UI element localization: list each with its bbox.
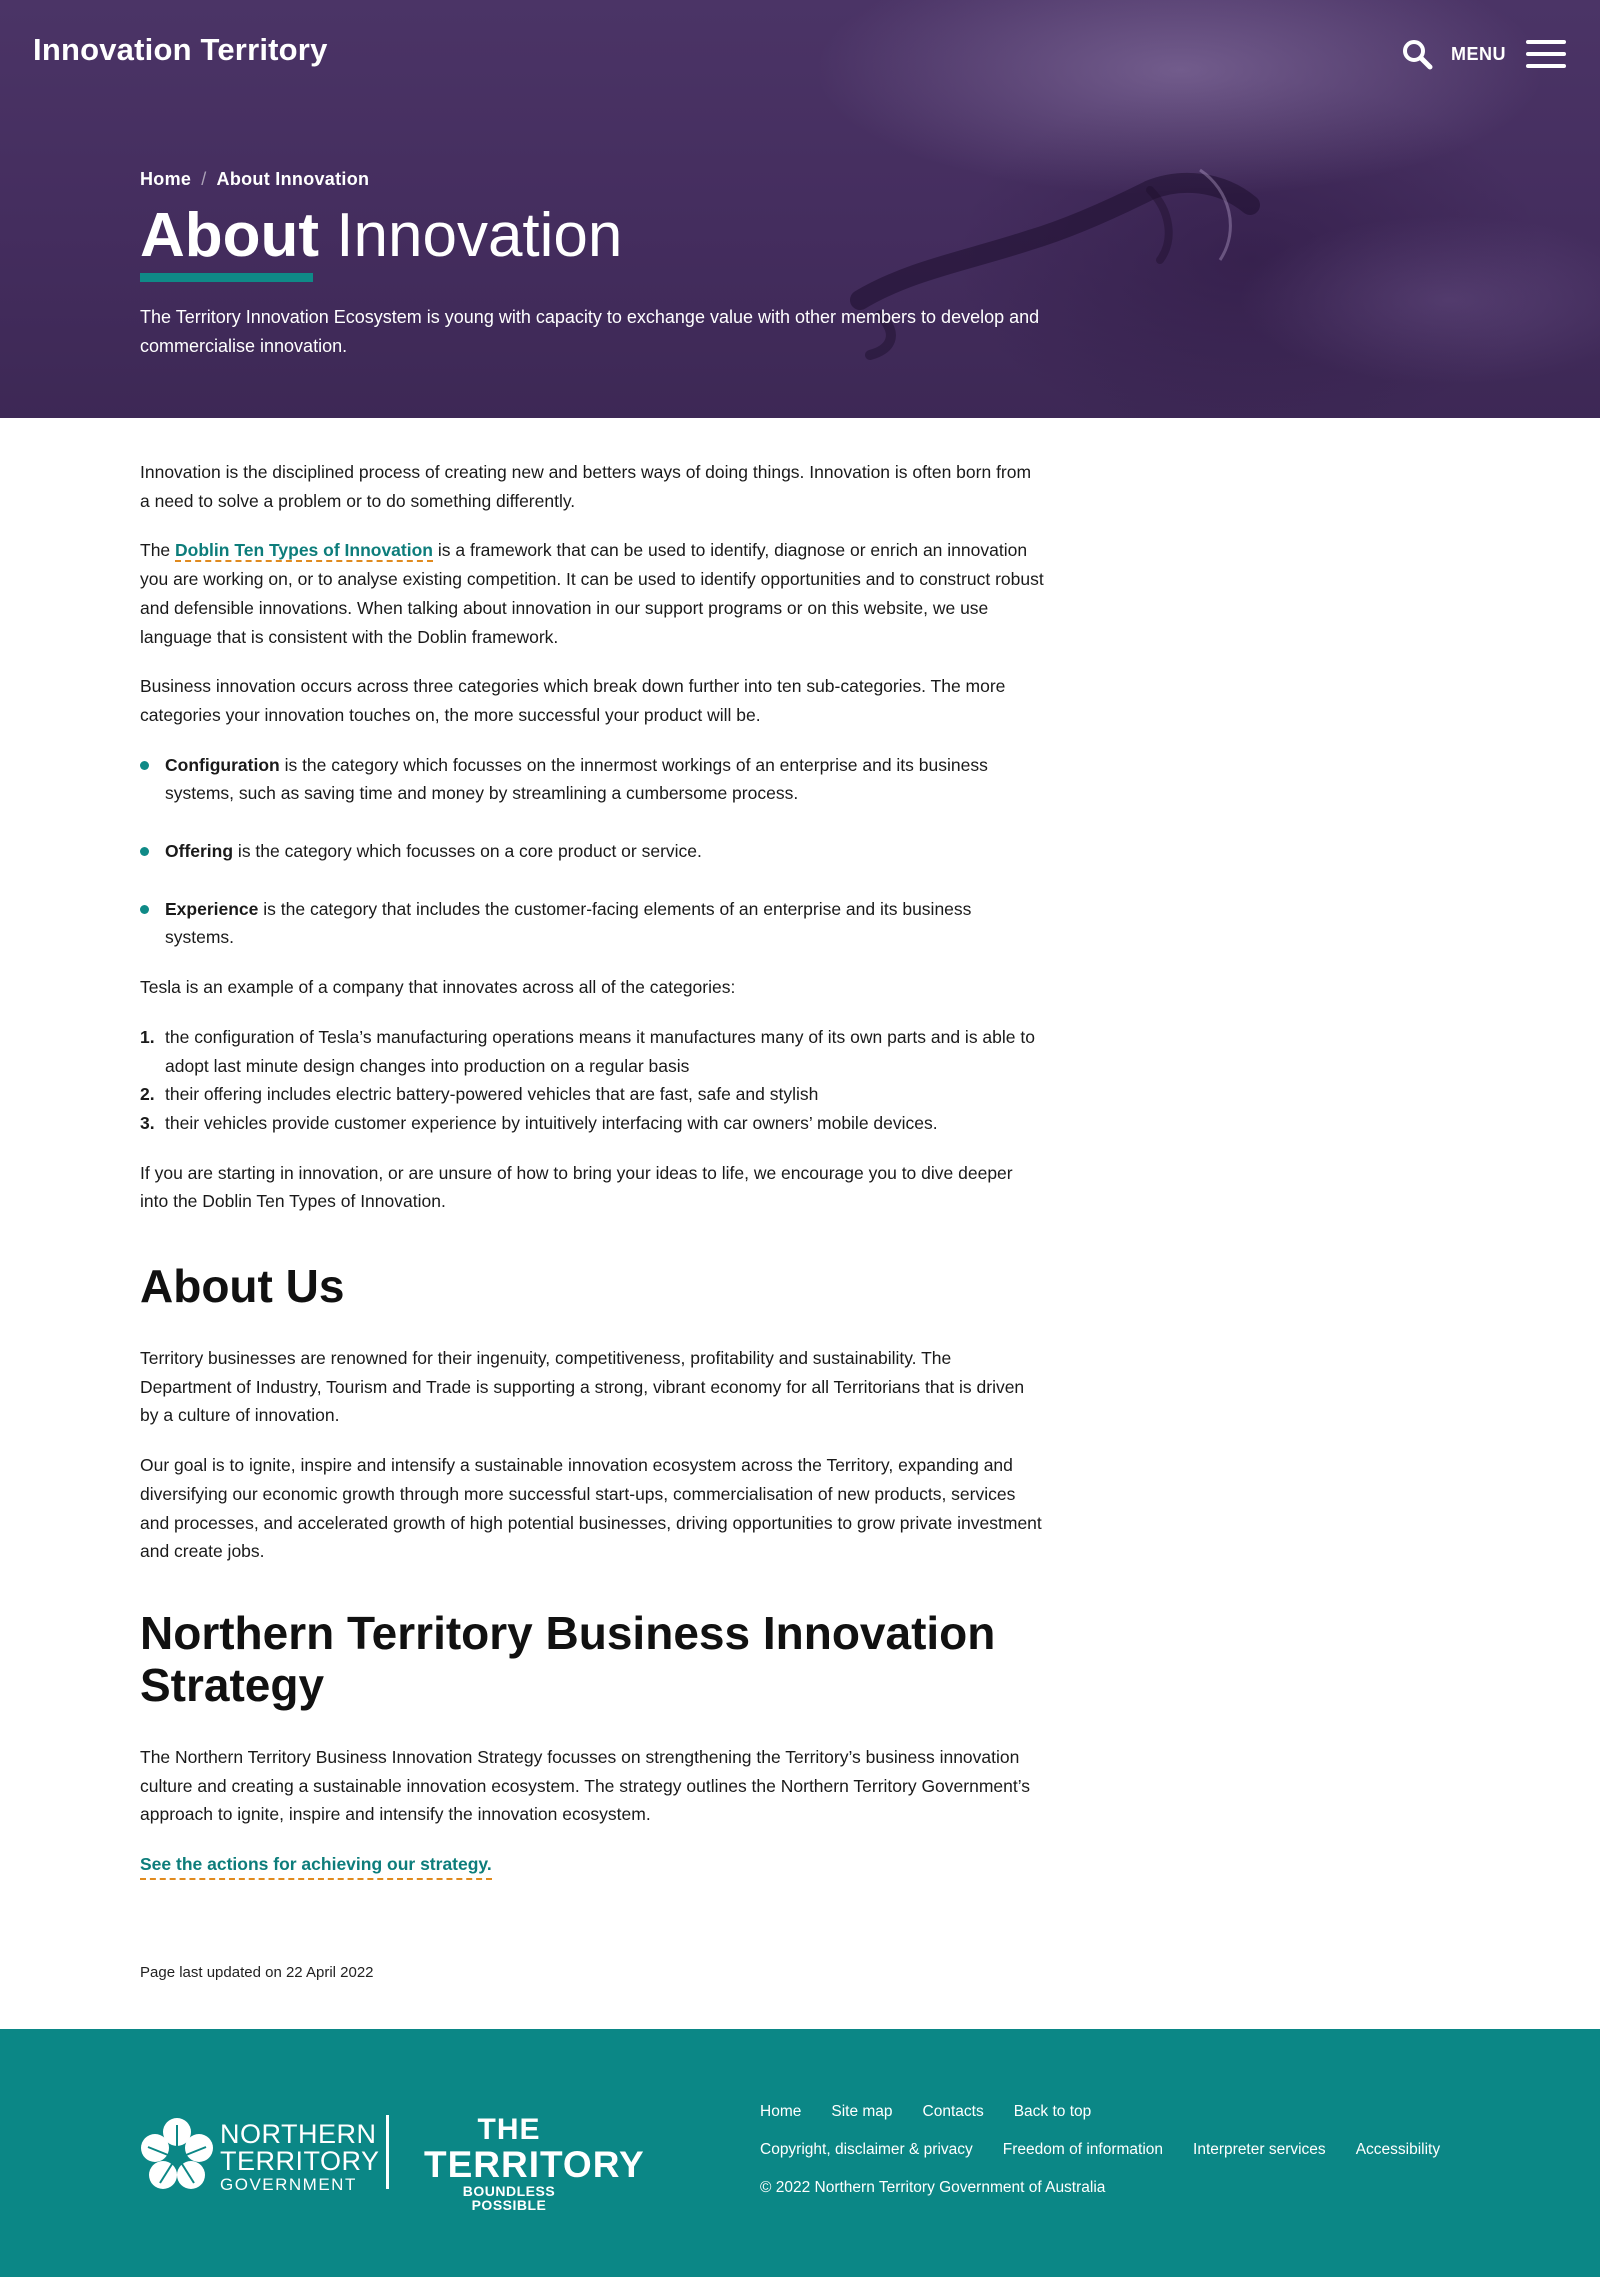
strategy-heading: Northern Territory Business Innovation Strategy (140, 1606, 996, 1711)
bullet-dot-icon (140, 847, 149, 856)
list-item (140, 1109, 1045, 1138)
footer-link-accessibility[interactable]: Accessibility (1355, 2141, 1441, 2158)
site-brand-link[interactable]: Innovation Territory (33, 32, 328, 67)
paragraph-tesla-intro: Tesla is an example of a company that innovates across all of the categories: (140, 977, 736, 998)
nt-logo-line1: NORTHERN (220, 2119, 377, 2149)
category-term: Experience (165, 898, 259, 919)
paragraph-doblin-suffix: is a framework that can be used to identify, diagnose or enrich an innovation you are working on, or to analyse existing competition. It can be used to identify opportunities and to construct robust and defensible innovations. When talking about innovation in our support programs or on this website, we use language that is consistent with the Doblin framework. (140, 540, 1044, 647)
list-text: their offering includes electric battery-powered vehicles that are fast, safe and stylish (165, 1084, 819, 1105)
footer-links-row-1 (760, 2100, 1440, 2123)
footer-link-copyright[interactable]: Copyright, disclaimer & privacy (760, 2141, 973, 2158)
nt-logo-text (220, 2121, 380, 2193)
footer-link-contacts[interactable]: Contacts (922, 2103, 984, 2120)
page-title-bold: About (140, 201, 320, 270)
territory-logo-line1: THE (477, 2113, 541, 2146)
page-title (140, 200, 622, 272)
paragraph-strategy: The Northern Territory Business Innovation Strategy focusses on strengthening the Territory’s business innovation culture and creating a sustainable innovation ecosystem. The strategy outlines the Northern Territory Government’s approach to ignite, inspire and intensify the innovation ecosystem. (140, 1746, 1031, 1825)
the-territory-logo[interactable] (424, 2113, 645, 2213)
footer-link-home[interactable]: Home (760, 2103, 802, 2120)
search-icon[interactable] (1401, 38, 1433, 70)
category-text: is the category which focusses on a core product or service. (233, 841, 702, 862)
page-last-updated: Page last updated on 22 April 2022 (140, 1964, 374, 1981)
footer-link-back-to-top[interactable]: Back to top (1013, 2103, 1092, 2120)
menu-label[interactable]: MENU (1451, 43, 1506, 64)
list-item (140, 1023, 1045, 1080)
doblin-link[interactable]: Doblin Ten Types of Innovation (175, 540, 433, 561)
list-number: 2. (140, 1084, 155, 1105)
nt-logo-line2: TERRITORY (220, 2146, 380, 2176)
paragraph-about-1: Territory businesses are renowned for their ingenuity, competitiveness, profitability and sustainability. The Department of Industry, Tourism and Trade is supporting a strong, vibrant economy for all Territorians that is driven by a culture of innovation. (140, 1348, 1025, 1426)
list-number: 3. (140, 1112, 155, 1133)
category-term: Offering (165, 841, 234, 862)
nt-government-logo[interactable] (140, 2115, 380, 2195)
nt-flower-logo-icon (140, 2117, 214, 2193)
footer-link-interpreter[interactable]: Interpreter services (1193, 2141, 1326, 2158)
category-list (140, 751, 1045, 953)
main-content (140, 458, 1045, 1880)
hero-banner (0, 0, 1600, 418)
hero-intro: The Territory Innovation Ecosystem is young with capacity to exchange value with other members to develop and commercialise innovation. (140, 307, 1040, 356)
strategy-actions-link[interactable]: See the actions for achieving our strategy. (140, 1850, 492, 1880)
hamburger-menu-icon[interactable] (1526, 40, 1566, 68)
paragraph-doblin-prefix: The (140, 540, 176, 561)
breadcrumb-current: About Innovation (216, 169, 370, 189)
list-item (140, 1080, 1045, 1109)
paragraph-about-2: Our goal is to ignite, inspire and intensify a sustainable innovation ecosystem across the Territory, expanding and diversifying our economic growth through more successful start-ups, commercialisation of new products, services and processes, and accelerated growth of high potential businesses, driving opportunities to grow private investment and create jobs. (140, 1455, 1042, 1562)
footer-link-sitemap[interactable]: Site map (831, 2103, 893, 2120)
list-item (140, 837, 1045, 866)
breadcrumb (140, 169, 369, 190)
breadcrumb-separator: / (201, 169, 207, 189)
header-tools (1401, 38, 1566, 70)
nt-logo-line3: GOVERNMENT (220, 2175, 357, 2194)
category-text: is the category which focusses on the innermost workings of an enterprise and its business systems, such as saving time and money by streamlining a cumbersome process. (165, 754, 988, 804)
paragraph-doblin (140, 536, 1045, 651)
footer-links-row-2 (760, 2138, 1440, 2161)
list-item (140, 751, 1045, 808)
bullet-dot-icon (140, 761, 149, 770)
site-footer (0, 2029, 1600, 2277)
footer-copyright: © 2022 Northern Territory Government of Australia (760, 2179, 1106, 2196)
breadcrumb-home-link[interactable]: Home (140, 169, 192, 189)
list-number: 1. (140, 1026, 155, 1047)
territory-logo-line3: BOUNDLESS POSSIBLE (462, 2183, 556, 2213)
paragraph-dive-deeper: If you are starting in innovation, or are unsure of how to bring your ideas to life, we encourage you to dive deeper into the Doblin Ten Types of Innovation. (140, 1162, 1013, 1212)
footer-logo-divider (386, 2115, 389, 2189)
list-text: their vehicles provide customer experience by intuitively interfacing with car owners’ mobile devices. (165, 1112, 938, 1133)
list-item (140, 895, 1045, 952)
territory-logo-line2: TERRITORY (424, 2144, 645, 2185)
paragraph-intro: Innovation is the disciplined process of creating new and betters ways of doing things. Innovation is often born from a need to solve a problem or to do something differently. (140, 462, 1032, 511)
paragraph-categories: Business innovation occurs across three categories which break down further into ten sub-categories. The more categories your innovation touches on, the more successful your product will be. (140, 676, 1006, 725)
category-term: Configuration (165, 754, 280, 775)
list-text: the configuration of Tesla’s manufacturing operations means it manufactures many of its own parts and is able to adopt last minute design changes into production on a regular basis (165, 1026, 1035, 1076)
bullet-dot-icon (140, 905, 149, 914)
footer-navigation (760, 2100, 1440, 2199)
about-us-heading: About Us (140, 1260, 345, 1313)
footer-link-foi[interactable]: Freedom of information (1002, 2141, 1164, 2158)
category-text: is the category that includes the customer-facing elements of an enterprise and its business systems. (165, 898, 972, 948)
title-accent-bar (140, 273, 313, 282)
page-title-light: Innovation (336, 201, 623, 270)
tesla-list (140, 1023, 1045, 1138)
